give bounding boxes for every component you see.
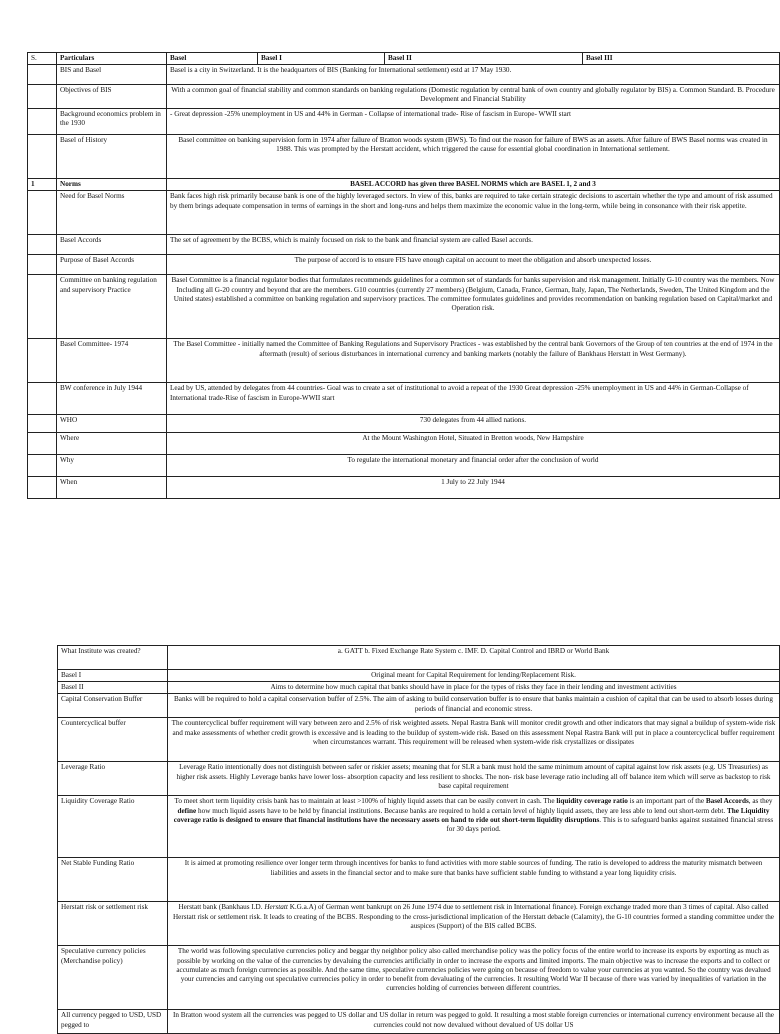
lcr-bold-2: Basel Accords xyxy=(705,797,749,806)
row-text xyxy=(168,796,780,858)
table-row xyxy=(58,946,780,1010)
row-text: The purpose of accord is to ensure FIS have enough capital on account to meet the obligation and absorb unexpected losses. xyxy=(167,255,780,275)
table-row xyxy=(58,694,780,718)
row-label: What Institute was created? xyxy=(58,646,168,670)
lcr-bold-1: liquidity coverage ratio xyxy=(556,797,628,806)
row-text: Leverage Ratio intentionally does not distinguish between safer or riskier assets; meaning that for SLR a bank must hold the same minimum amount of capital against low risk assets (e.g. US Treasuries) as higher risk assets. Highly Leverage banks have lower loss- absorption capacity and less resilient to shocks. The non- risk base leverage ratio including all off balance item which will serve as backstop to risk base capital requirement xyxy=(168,762,780,796)
row-text: - Great depression -25% unemployment in US and 44% in German - Collapse of international trade- Rise of fascism in Europe- WWII start xyxy=(167,109,780,135)
row-label: Leverage Ratio xyxy=(58,762,168,796)
row-text: It is aimed at promoting resilience over longer term through incentives for banks to fund activities with more stable sources of funding. The ratio is developed to address the maturity mismatch between liabilities and assets in the financial sector and to make sure that banks have sufficient stable funding to withstand a year long liquidity crisis. xyxy=(168,858,780,902)
row-sno xyxy=(28,255,57,275)
row-label: Background economics problem in the 1930 xyxy=(57,109,167,135)
row-sno xyxy=(28,275,57,339)
lcr-bold-4: The Liquidity coverage ratio is designed to ensure that financial institutions have the necessary assets on hand to ride out short-term liquidity disruptions xyxy=(173,806,770,824)
row-label: Herstatt risk or settlement risk xyxy=(58,902,168,946)
row-sno xyxy=(28,455,57,477)
row-label: Basel Accords xyxy=(57,235,167,255)
row-text: Basel committee on banking supervision form in 1974 after failure of Bratton woods system (BWS). To find out the reason for failure of BWS as an assets. After failure of BWS Basel norms was created in 1988. This was prompted by the Herstatt accident, which triggered the cause for essential global coordination in International settlement. xyxy=(167,135,780,179)
row-text: BASEL ACCORD has given three BASEL NORMS which are BASEL 1, 2 and 3 xyxy=(167,179,780,191)
row-label: When xyxy=(57,477,167,499)
row-text: The Basel Committee - initially named the Committee of Banking Regulations and Supervisory Practices - was established by the central bank Governors of the Group of ten countries at the end of 1974 in the aftermath (result) of serious disturbances in international currency and banking markets (notably the failure of Bankhaus Herstatt in West Germany). xyxy=(167,339,780,383)
row-text: With a common goal of financial stability and common standards on banking regulations (Domestic regulation by central bank of own country and globally regulator by BIS) a. Common Standard. B. Procedure Development and Financial Stability xyxy=(167,85,780,109)
lcr-text-5: . This is to safeguard banks against sustained financial stress for 30 days period. xyxy=(446,815,774,834)
table-row xyxy=(58,762,780,796)
header-basel-3: Basel III xyxy=(583,53,780,65)
row-label: Where xyxy=(57,433,167,455)
header-basel: Basel xyxy=(167,53,258,65)
row-sno xyxy=(28,235,57,255)
row-label: Countercyclical buffer xyxy=(58,718,168,762)
table-row xyxy=(28,455,780,477)
row-label: Basel of History xyxy=(57,135,167,179)
row-sno xyxy=(28,415,57,433)
row-label: WHO xyxy=(57,415,167,433)
row-label: BIS and Basel xyxy=(57,65,167,85)
row-text: Basel Committee is a financial regulator bodies that formulates recommends guidelines for a common set of standards for banks supervision and risk management. Initially G-10 country was the members. Now Including all G-20 country and beyond that are the members. G10 countries (currently 27 members) (Belgium, Canada, France, German, Italy, Japan, The Netherlands, Sweden, The United Kingdom and the United states) established a committee on banking regulation and supervisory practices. The committee formulates guidelines and provides recommendation on banking regulation based on Capital/market and Operation risk. xyxy=(167,275,780,339)
row-sno xyxy=(28,191,57,235)
row-label: Speculative currency policies (Merchandise policy) xyxy=(58,946,168,1010)
row-text: 1 July to 22 July 1944 xyxy=(167,477,780,499)
table-row xyxy=(28,477,780,499)
row-sno xyxy=(28,433,57,455)
row-label: All currency pegged to USD, USD pegged to xyxy=(58,1010,168,1034)
row-sno xyxy=(28,109,57,135)
row-text: Lead by US, attended by delegates from 44 countries- Goal was to create a set of institutional to avoid a repeat of the 1930 Great depression -25% unemployment in US and 44% in German-Collapse of International trade-Rise of fascism in Europe-WWII start xyxy=(167,383,780,415)
lcr-text-2: is an important part of the xyxy=(627,797,706,806)
basel-table-1 xyxy=(27,52,780,499)
table-row xyxy=(28,85,780,109)
row-sno: 1 xyxy=(28,179,57,191)
row-text xyxy=(168,902,780,946)
header-particulars: Particulars xyxy=(57,53,167,65)
row-label: BW conference in July 1944 xyxy=(57,383,167,415)
row-sno xyxy=(28,477,57,499)
row-text: a. GATT b. Fixed Exchange Rate System c. IMF. D. Capital Control and IBRD or World Bank xyxy=(168,646,780,670)
row-text: The world was following speculative currencies policy and beggar thy neighbor policy also called merchandise policy was the policy focus of the entire world to increase its exports by exporting as much as possible by working on the value of the currencies by devaluing the currencies artificially in order to increase the exports and limited imports. The main objective was to increase the exports and to collect or accumulate as much foreign currencies as possible. And the same time, speculative currencies policies were going on because of freedom to value your currencies at you wanted. So the country was devalued your currencies and carrying out speculative currencies policy in order to benefit from devaluating of the currencies. It resulting World War II because of there was varied by inequalities of variation in the currencies holding of currencies between different countries. xyxy=(168,946,780,1010)
table-row xyxy=(28,179,780,191)
row-label: Purpose of Basel Accords xyxy=(57,255,167,275)
table-row xyxy=(58,682,780,694)
table-row xyxy=(28,109,780,135)
row-label: Basel II xyxy=(58,682,168,694)
row-label: Need for Basel Norms xyxy=(57,191,167,235)
table-row xyxy=(58,858,780,902)
table-row xyxy=(28,235,780,255)
lcr-text-1: To meet short term liquidity crisis bank has to maintain at least >100% of highly liquid assets that can be easily convert in cash. The xyxy=(174,797,557,806)
table-row xyxy=(28,339,780,383)
row-label: Basel I xyxy=(58,670,168,682)
table-row xyxy=(28,383,780,415)
row-label: Basel Committee- 1974 xyxy=(57,339,167,383)
table-row xyxy=(28,415,780,433)
row-text: Bank faces high risk primarily because bank is one of the highly leveraged sectors. In view of this, banks are required to take certain strategic decisions to ascertain whether the type and amount of risk assumed by them brings adequate compensation in terms of earnings in the short and long-runs and helps them maximize the economic value in the long-term, while being in consonance with their risk appetite. xyxy=(167,191,780,235)
table-row xyxy=(58,718,780,762)
row-label: Capital Conservation Buffer xyxy=(58,694,168,718)
row-sno xyxy=(28,383,57,415)
table-row xyxy=(28,275,780,339)
row-sno xyxy=(28,339,57,383)
herstatt-text-1: Herstatt bank (Bankhaus I.D. xyxy=(178,903,265,912)
row-label: Norms xyxy=(57,179,167,191)
row-label: Why xyxy=(57,455,167,477)
row-text: Original meant for Capital Requirement for lending/Replacement Risk. xyxy=(168,670,780,682)
row-text: Aims to determine how much capital that banks should have in place for the types of risks they face in their lending and investment activities xyxy=(168,682,780,694)
row-text: Basel is a city in Switzerland. It is the headquarters of BIS (Banking for International settlement) estd at 17 May 1930. xyxy=(167,65,780,85)
row-text: In Bratton wood system all the currencies was pegged to US dollar and US dollar in return was pegged to gold. It resulting a most stable foreign currencies or international currency environment because all the currencies could not now devalued without devalued of US dollar US xyxy=(168,1010,780,1034)
row-label: Objectives of BIS xyxy=(57,85,167,109)
row-text: At the Mount Washington Hotel, Situated in Bretton woods, New Hampshire xyxy=(167,433,780,455)
table-row xyxy=(28,191,780,235)
row-text: The set of agreement by the BCBS, which is mainly focused on risk to the bank and financial system are called Basel accords. xyxy=(167,235,780,255)
lcr-text-4: how much liquid assets have to be held by financial institutions. Because banks are required to hold a certain level of highly liquid assets, they are less able to lend out short-term debt. xyxy=(196,806,727,815)
table-row xyxy=(58,796,780,858)
row-text: The countercyclical buffer requirement will vary between zero and 2.5% of risk weighted assets. Nepal Rastra Bank will monitor credit growth and other indicators that may signal a buildup of system-wide risk and make assessments of whether credit growth is excessive and is leading to the buildup of system-wide risk. Based on this assessment Nepal Rastra Bank will put in place a countercyclical buffer requirement when circumstances warrant. This requirement will be released when system-wide risk crystallizes or dissipates xyxy=(168,718,780,762)
herstatt-text-2: K.G.a.A) of German went bankrupt on 26 June 1974 due to settlement risk in International finance). Foreign exchange traded more than 3 times of capital. Also called Herstatt risk or settlement risk. It leads to creating of the BCBS. Responding to the cross-jurisdictional implication of the Herstatt debacle (Calamity), the G-10 countries formed a standing committee under the auspices (Support) of the BIS called BCBS. xyxy=(172,903,774,930)
row-label: Liquidity Coverage Ratio xyxy=(58,796,168,858)
table-header-row xyxy=(28,53,780,65)
table-row xyxy=(58,646,780,670)
row-text: Banks will be required to hold a capital conservation buffer of 2.5%. The aim of asking to build conservation buffer is to ensure that banks maintain a cushion of capital that can be used to absorb losses during periods of financial and economic stress. xyxy=(168,694,780,718)
lcr-bold-3: define xyxy=(177,806,197,815)
row-sno xyxy=(28,135,57,179)
row-sno xyxy=(28,85,57,109)
row-text: To regulate the international monetary and financial order after the conclusion of world xyxy=(167,455,780,477)
table-row xyxy=(58,670,780,682)
table-row xyxy=(28,255,780,275)
basel-table-2 xyxy=(57,645,780,1034)
row-sno xyxy=(28,65,57,85)
table-row xyxy=(58,1010,780,1034)
table-row xyxy=(28,135,780,179)
header-basel-1: Basel I xyxy=(258,53,385,65)
table-row xyxy=(28,65,780,85)
herstatt-italic: Herstatt xyxy=(264,903,288,912)
table-row xyxy=(28,433,780,455)
header-basel-2: Basel II xyxy=(385,53,583,65)
header-sno: S. xyxy=(28,53,57,65)
row-text: 730 delegates from 44 allied nations. xyxy=(167,415,780,433)
lcr-text-3: , as they xyxy=(748,797,773,806)
row-label: Net Stable Funding Ratio xyxy=(58,858,168,902)
row-label: Committee on banking regulation and supervisory Practice xyxy=(57,275,167,339)
table-row xyxy=(58,902,780,946)
